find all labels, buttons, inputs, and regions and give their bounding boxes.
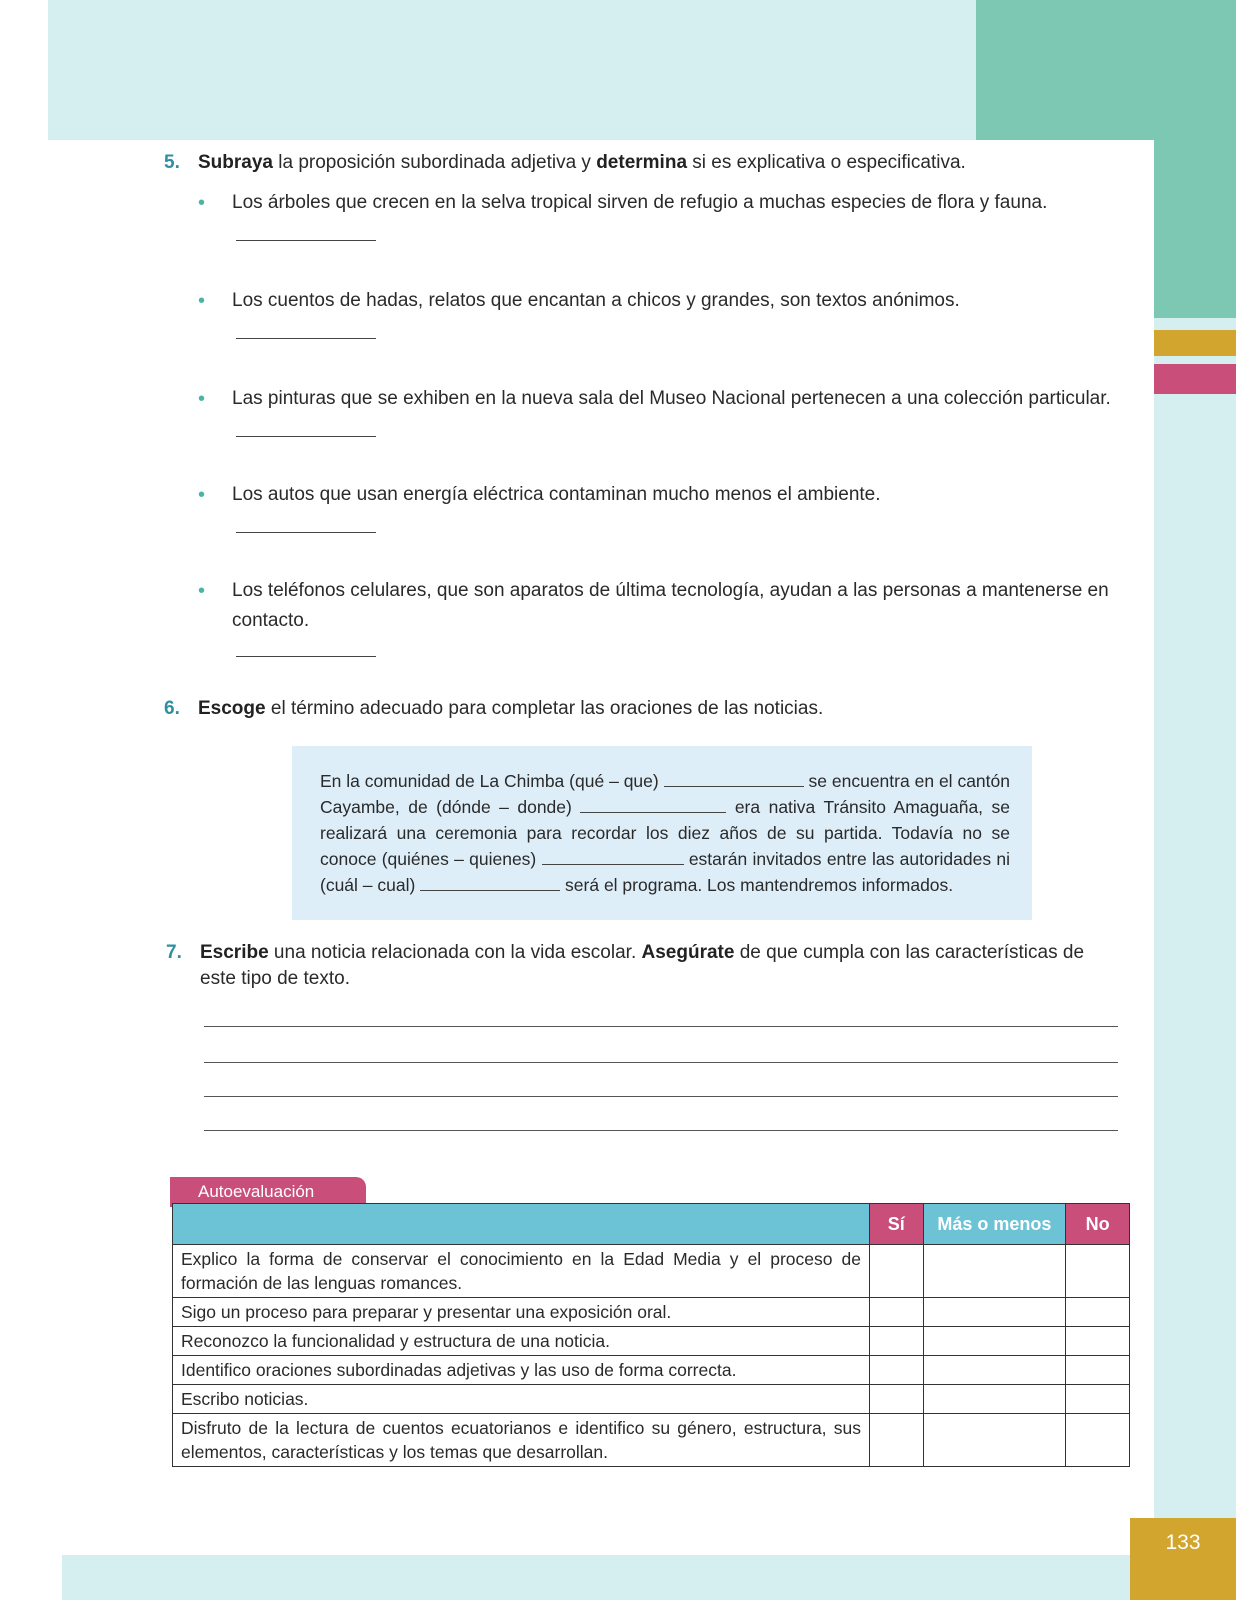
header-no: No [1066,1204,1130,1245]
question-6-number: 6. [164,698,180,719]
criterion-cell: Escribo noticias. [173,1385,870,1414]
check-cell-si[interactable] [870,1385,924,1414]
check-cell-no[interactable] [1066,1414,1130,1467]
question-5-number: 5. [164,152,180,173]
writing-line[interactable] [204,1026,1118,1027]
question-5-verb1: Subraya [198,152,273,173]
list-item-text: Los teléfonos celulares, que son aparatos de última tecnología, ayudan a las personas a mantenerse en contacto. [232,580,1109,631]
news-text-part: será el programa. Los mantendremos informados. [560,875,954,895]
blank-field[interactable] [420,872,560,891]
table-row [173,1245,1130,1298]
question-5-text2: si es explicativa o especificativa. [687,152,966,173]
check-cell-si[interactable] [870,1414,924,1467]
page-number: 133 [1130,1518,1236,1600]
criterion-cell: Sigo un proceso para preparar y presentar una exposición oral. [173,1298,870,1327]
news-text-part: se encuentra en el cantón Cayambe, de (dónde – donde) [320,771,1010,817]
blank-field[interactable] [580,794,726,813]
news-text-part: era nativa Tránsito Amaguaña, se realizará una ceremonia para recordar los diez años de su partida. Todavía no se conoce (quiénes – quienes) [320,797,1011,869]
question-6-verb: Escoge [198,698,266,719]
question-7-verb2: Asegúrate [641,942,735,963]
question-7-verb1: Escribe [200,942,269,963]
criterion-cell: Disfruto de la lectura de cuentos ecuatorianos e identifico su género, estructura, sus elementos, características y los temas que desarrollan. [173,1414,870,1467]
check-cell-no[interactable] [1066,1327,1130,1356]
list-item [198,576,1128,640]
question-7-number: 7. [166,942,182,963]
question-5-heading [164,150,966,176]
table-row [173,1385,1130,1414]
gold-side-tab [1154,330,1236,356]
bullet-icon: • [198,388,206,410]
writing-line[interactable] [204,1062,1118,1063]
check-cell-no[interactable] [1066,1298,1130,1327]
list-item-text: Los autos que usan energía eléctrica contaminan mucho menos el ambiente. [232,484,881,505]
right-margin-band [1154,318,1236,1600]
list-item-text: Las pinturas que se exhiben en la nueva sala del Museo Nacional pertenecen a una colección particular. [232,388,1111,409]
pink-side-tab [1154,364,1236,394]
list-item-text: Los cuentos de hadas, relatos que encantan a chicos y grandes, son textos anónimos. [232,290,960,311]
blank-field[interactable] [664,768,804,787]
header-blank [173,1204,870,1245]
answer-line[interactable] [236,436,376,437]
check-cell-si[interactable] [870,1327,924,1356]
header-si: Sí [870,1204,924,1245]
answer-line[interactable] [236,532,376,533]
criterion-cell: Explico la forma de conservar el conocimiento en la Edad Media y el proceso de formación de las lenguas romances. [173,1245,870,1298]
check-cell-mas-o-menos[interactable] [923,1298,1066,1327]
bullet-icon: • [198,290,206,312]
check-cell-si[interactable] [870,1245,924,1298]
header-mas-o-menos: Más o menos [923,1204,1066,1245]
header-band [48,0,976,140]
question-7-text1: una noticia relacionada con la vida escolar. [268,942,642,963]
table-row [173,1327,1130,1356]
bullet-icon: • [198,192,206,214]
question-6-text: el término adecuado para completar las oraciones de las noticias. [265,698,824,719]
writing-line[interactable] [204,1096,1118,1097]
question-6-heading [164,696,823,722]
autoevaluacion-title: Autoevaluación [170,1177,366,1207]
footer-band [62,1555,1236,1600]
check-cell-mas-o-menos[interactable] [923,1245,1066,1298]
check-cell-si[interactable] [870,1356,924,1385]
question-5-text1: la proposición subordinada adjetiva y [272,152,597,173]
autoevaluacion-table [172,1203,1130,1467]
check-cell-mas-o-menos[interactable] [923,1327,1066,1356]
check-cell-mas-o-menos[interactable] [923,1356,1066,1385]
bullet-icon: • [198,580,206,602]
table-row [173,1356,1130,1385]
news-paragraph [320,768,1010,898]
check-cell-no[interactable] [1066,1356,1130,1385]
check-cell-no[interactable] [1066,1385,1130,1414]
answer-line[interactable] [236,338,376,339]
check-cell-si[interactable] [870,1298,924,1327]
check-cell-no[interactable] [1066,1245,1130,1298]
table-row [173,1298,1130,1327]
writing-line[interactable] [204,1130,1118,1131]
criterion-cell: Identifico oraciones subordinadas adjetivas y las uso de forma correcta. [173,1356,870,1385]
question-7-heading [166,940,1126,992]
answer-line[interactable] [236,656,376,657]
question-7-text2: de que cumpla con las características de este tipo de texto. [200,942,1085,989]
table-row [173,1414,1130,1467]
table-header-row [173,1204,1130,1245]
bullet-icon: • [198,484,206,506]
check-cell-mas-o-menos[interactable] [923,1414,1066,1467]
question-5-verb2: determina [596,152,688,173]
news-text-part: En la comunidad de La Chimba (qué – que) [320,771,664,791]
news-text-part: estarán invitados entre las autoridades ni (cuál – cual) [320,849,1010,895]
check-cell-mas-o-menos[interactable] [923,1385,1066,1414]
answer-line[interactable] [236,240,376,241]
left-margin [0,0,48,1600]
criterion-cell: Reconozco la funcionalidad y estructura de una noticia. [173,1327,870,1356]
blank-field[interactable] [542,846,684,865]
list-item-text: Los árboles que crecen en la selva tropical sirven de refugio a muchas especies de flora y fauna. [232,192,1048,213]
